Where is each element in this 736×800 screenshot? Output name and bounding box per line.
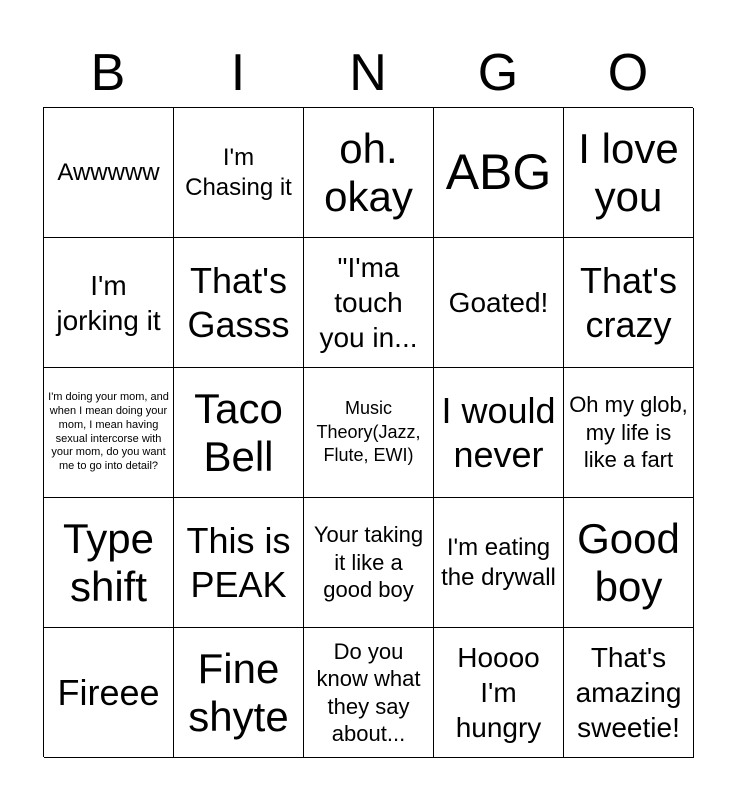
bingo-cell-text: Fireee (57, 671, 160, 713)
bingo-cell[interactable] (44, 238, 174, 368)
bingo-cell[interactable] (44, 498, 174, 628)
header-letter-n: N (349, 44, 387, 102)
bingo-cell[interactable] (174, 628, 304, 758)
bingo-cell[interactable] (564, 238, 694, 368)
bingo-cell[interactable] (44, 628, 174, 758)
bingo-board (43, 107, 693, 757)
bingo-cell[interactable] (304, 108, 434, 238)
header-letter-g: G (477, 44, 519, 102)
bingo-cell-text: That's crazy (580, 260, 677, 345)
bingo-cell-text: That's amazing sweetie! (575, 642, 682, 743)
bingo-cell-text: Your taking it like a good boy (313, 522, 424, 603)
bingo-cell[interactable] (304, 498, 434, 628)
bingo-cell-text: oh. okay (324, 125, 413, 220)
bingo-cell-text: Do you know what they say about... (316, 638, 421, 746)
bingo-cell[interactable] (304, 368, 434, 498)
bingo-cell[interactable] (174, 498, 304, 628)
bingo-header (43, 40, 693, 106)
bingo-cell-text: I'm eating the drywall (441, 533, 556, 591)
header-letter-b: B (90, 44, 126, 102)
bingo-cell-text: I would never (441, 390, 556, 475)
bingo-cell-text: This is PEAK (186, 520, 291, 605)
bingo-cell-text: Awwwww (57, 158, 160, 186)
bingo-cell[interactable] (44, 368, 174, 498)
bingo-cell-text: Music Theory(Jazz, Flute, EWI) (316, 398, 421, 466)
bingo-cell-text: I'm Chasing it (185, 143, 292, 201)
bingo-cell[interactable] (304, 238, 434, 368)
bingo-cell[interactable] (174, 238, 304, 368)
bingo-cell[interactable] (564, 498, 694, 628)
bingo-cell[interactable] (434, 498, 564, 628)
bingo-cell-text: Fine shyte (188, 645, 289, 740)
bingo-cell-text: Goated! (448, 287, 549, 318)
bingo-cell[interactable] (564, 628, 694, 758)
bingo-cell-text: I'm jorking it (56, 269, 161, 336)
bingo-cell[interactable] (174, 108, 304, 238)
bingo-cell-text: Good boy (577, 515, 680, 610)
bingo-cell-text: That's Gasss (187, 260, 290, 345)
header-letter-o: O (607, 44, 649, 102)
bingo-cell[interactable] (434, 238, 564, 368)
bingo-cell[interactable] (44, 108, 174, 238)
bingo-cell[interactable] (174, 368, 304, 498)
header-letter-i: I (230, 44, 246, 102)
bingo-cell-text: ABG (445, 144, 552, 200)
bingo-cell-text: Oh my glob, my life is like a fart (569, 392, 688, 473)
bingo-cell-text: I love you (578, 125, 679, 220)
bingo-cell[interactable] (304, 628, 434, 758)
bingo-cell[interactable] (564, 108, 694, 238)
bingo-cell-text: Taco Bell (194, 385, 283, 480)
bingo-cell[interactable] (434, 628, 564, 758)
bingo-cell[interactable] (434, 108, 564, 238)
bingo-cell-text: "I'ma touch you in... (319, 252, 418, 353)
bingo-cell-text: I'm doing your mom, and when I mean doing your mom, I mean having sexual intercorse with your mom, do you want me to go into detail? (48, 391, 169, 472)
bingo-cell-text: Hoooo I'm hungry (455, 642, 542, 743)
bingo-cell-text: Type shift (62, 515, 155, 610)
bingo-cell[interactable] (564, 368, 694, 498)
bingo-cell[interactable] (434, 368, 564, 498)
